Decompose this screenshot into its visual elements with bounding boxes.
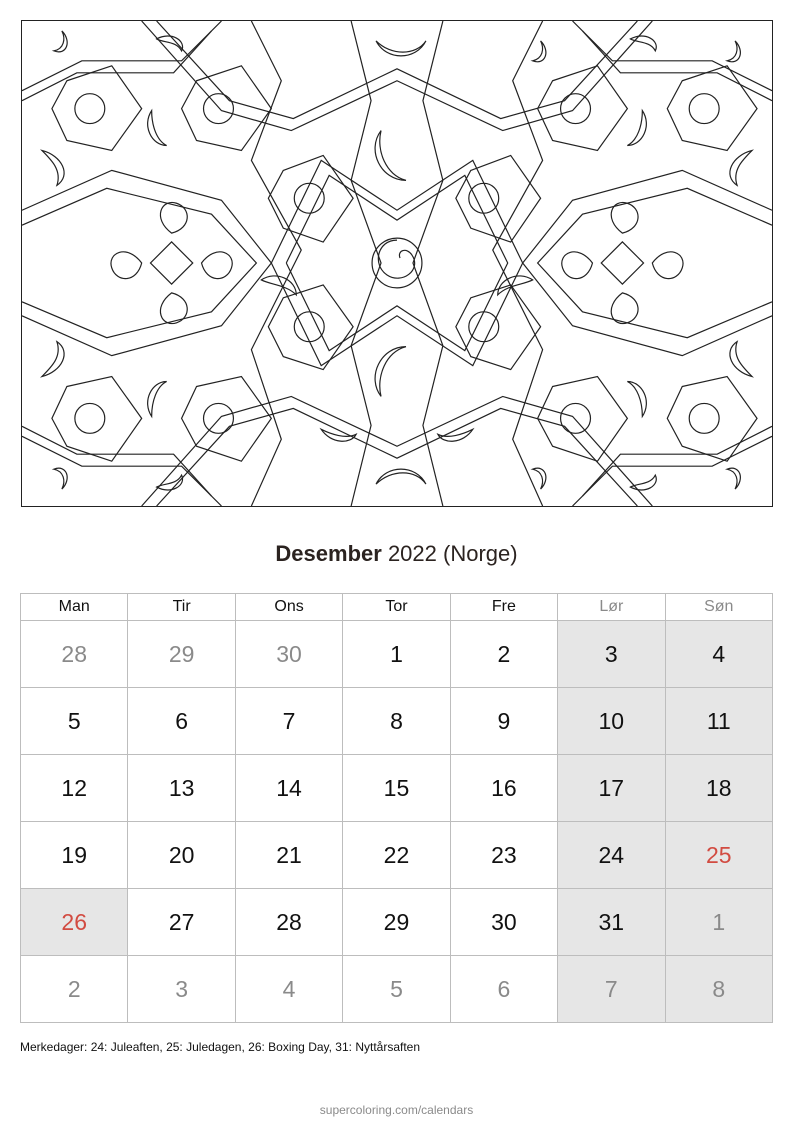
- day-cell: 8: [665, 956, 772, 1023]
- day-cell: 2: [450, 621, 557, 688]
- day-cell: 3: [128, 956, 235, 1023]
- weekday-header: Søn: [665, 594, 772, 621]
- coloring-artwork: [21, 20, 773, 507]
- day-cell: 9: [450, 688, 557, 755]
- day-cell: 31: [558, 889, 665, 956]
- day-cell: 16: [450, 755, 557, 822]
- day-cell: 2: [21, 956, 128, 1023]
- month-name: Desember: [275, 541, 382, 566]
- calendar-week-row: [21, 822, 773, 889]
- weekday-header-row: [21, 594, 773, 621]
- day-cell: 1: [665, 889, 772, 956]
- calendar-body: [21, 621, 773, 1023]
- day-cell: 6: [450, 956, 557, 1023]
- day-cell: 15: [343, 755, 450, 822]
- day-cell: 26: [21, 889, 128, 956]
- day-cell: 3: [558, 621, 665, 688]
- calendar-week-row: [21, 755, 773, 822]
- day-cell: 14: [235, 755, 342, 822]
- day-cell: 24: [558, 822, 665, 889]
- weekday-header: Lør: [558, 594, 665, 621]
- day-cell: 12: [21, 755, 128, 822]
- day-cell: 30: [235, 621, 342, 688]
- day-cell: 4: [235, 956, 342, 1023]
- day-cell: 1: [343, 621, 450, 688]
- day-cell: 23: [450, 822, 557, 889]
- calendar-week-row: [21, 621, 773, 688]
- weekday-header: Fre: [450, 594, 557, 621]
- year-country: 2022 (Norge): [387, 541, 518, 566]
- day-cell: 10: [558, 688, 665, 755]
- day-cell: 6: [128, 688, 235, 755]
- day-cell: 19: [21, 822, 128, 889]
- day-cell: 8: [343, 688, 450, 755]
- day-cell: 21: [235, 822, 342, 889]
- day-cell: 5: [343, 956, 450, 1023]
- calendar-grid: [20, 593, 773, 1023]
- day-cell: 20: [128, 822, 235, 889]
- day-cell: 7: [558, 956, 665, 1023]
- day-cell: 22: [343, 822, 450, 889]
- day-cell: 25: [665, 822, 772, 889]
- calendar-week-row: [21, 688, 773, 755]
- day-cell: 28: [21, 621, 128, 688]
- islamic-geometric-pattern-icon: [22, 21, 772, 506]
- day-cell: 13: [128, 755, 235, 822]
- day-cell: 28: [235, 889, 342, 956]
- calendar-week-row: [21, 889, 773, 956]
- day-cell: 30: [450, 889, 557, 956]
- day-cell: 27: [128, 889, 235, 956]
- calendar-title: [0, 541, 793, 567]
- weekday-header: Tor: [343, 594, 450, 621]
- day-cell: 5: [21, 688, 128, 755]
- day-cell: 29: [128, 621, 235, 688]
- weekday-header: Tir: [128, 594, 235, 621]
- weekday-header: Ons: [235, 594, 342, 621]
- day-cell: 18: [665, 755, 772, 822]
- day-cell: 29: [343, 889, 450, 956]
- day-cell: 7: [235, 688, 342, 755]
- day-cell: 4: [665, 621, 772, 688]
- day-cell: 17: [558, 755, 665, 822]
- weekday-header: Man: [21, 594, 128, 621]
- day-cell: 11: [665, 688, 772, 755]
- calendar-week-row: [21, 956, 773, 1023]
- footer-credit: supercoloring.com/calendars: [319, 1103, 474, 1117]
- holiday-note: Merkedager: 24: Juleaften, 25: Juledagen, 26: Boxing Day, 31: Nyttårsaften: [20, 1040, 421, 1054]
